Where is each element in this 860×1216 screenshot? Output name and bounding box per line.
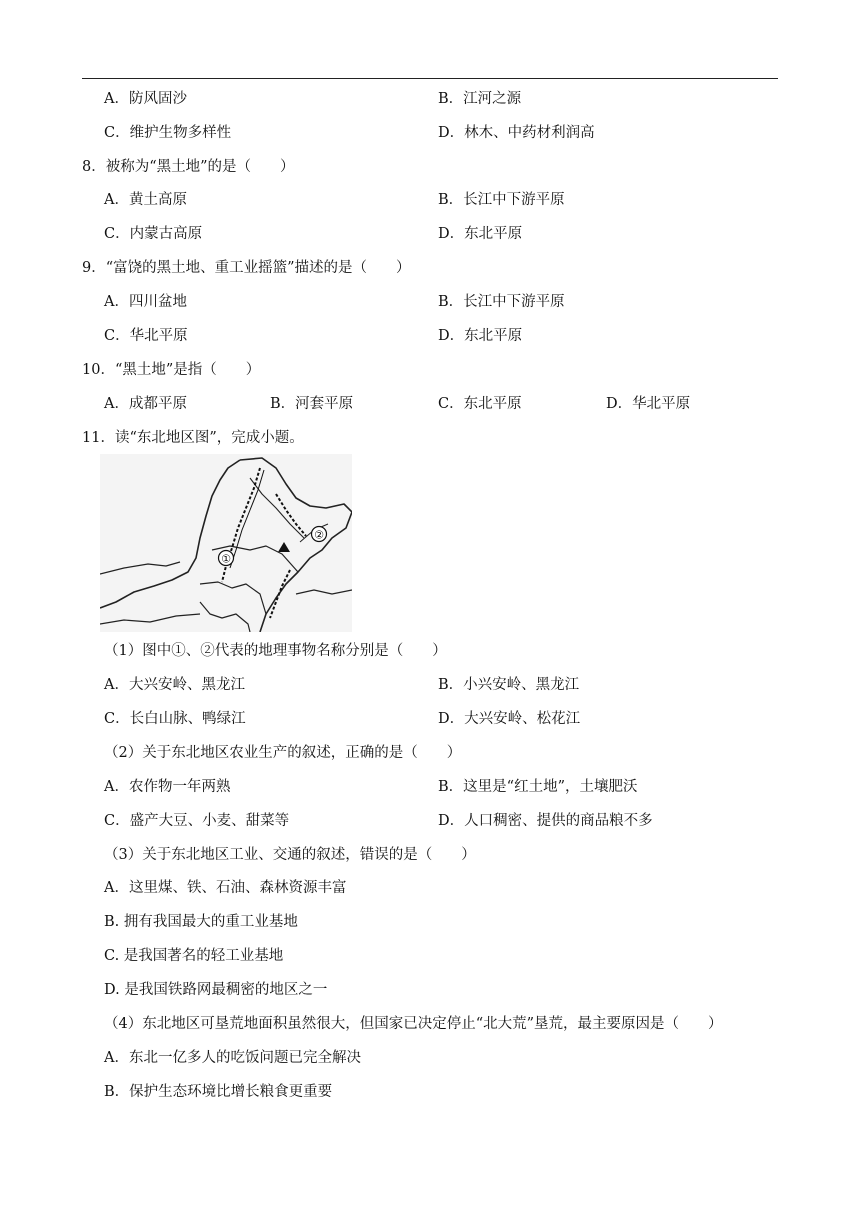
q9-option-c[interactable]: C．华北平原 (104, 328, 188, 344)
q10-stem: 10．“黑土地”是指（ ） (82, 362, 261, 378)
sub2-option-d[interactable]: D．人口稠密、提供的商品粮不多 (438, 813, 653, 829)
sub2-option-a[interactable]: A．农作物一年两熟 (104, 779, 231, 795)
northeast-china-map (100, 454, 352, 632)
q7-option-b[interactable]: B．江河之源 (438, 91, 522, 107)
q10-option-a[interactable]: A．成都平原 (104, 396, 187, 412)
q10-option-d[interactable]: D．华北平原 (606, 396, 691, 412)
q7-option-d[interactable]: D．林木、中药材利润高 (438, 125, 595, 141)
sub1-option-d[interactable]: D．大兴安岭、松花江 (438, 711, 581, 727)
sub2-stem: （2）关于东北地区农业生产的叙述，正确的是（ ） (104, 745, 462, 761)
q8-option-b[interactable]: B．长江中下游平原 (438, 192, 565, 208)
sub1-stem: （1）图中①、②代表的地理事物名称分别是（ ） (104, 643, 447, 659)
map-drawing (100, 454, 352, 632)
q9-option-a[interactable]: A．四川盆地 (104, 294, 187, 310)
sub4-option-b[interactable]: B．保护生态环境比增长粮食更重要 (104, 1084, 333, 1100)
q7-option-c[interactable]: C．维护生物多样性 (104, 125, 232, 141)
sub2-option-c[interactable]: C．盛产大豆、小麦、甜菜等 (104, 813, 290, 829)
sub3-option-c[interactable]: C. 是我国著名的轻工业基地 (104, 948, 284, 964)
sub1-option-b[interactable]: B．小兴安岭、黑龙江 (438, 677, 580, 693)
sub1-option-c[interactable]: C．长白山脉、鸭绿江 (104, 711, 246, 727)
q10-option-b[interactable]: B．河套平原 (270, 396, 354, 412)
sub3-option-b[interactable]: B. 拥有我国最大的重工业基地 (104, 914, 298, 930)
sub3-option-a[interactable]: A．这里煤、铁、石油、森林资源丰富 (104, 880, 347, 896)
q9-option-d[interactable]: D．东北平原 (438, 328, 523, 344)
q10-option-c[interactable]: C．东北平原 (438, 396, 522, 412)
sub2-option-b[interactable]: B．这里是“红土地”，土壤肥沃 (438, 779, 638, 795)
header-rule (82, 78, 778, 79)
q8-option-d[interactable]: D．东北平原 (438, 226, 523, 242)
sub4-option-a[interactable]: A．东北一亿多人的吃饭问题已完全解决 (104, 1050, 361, 1066)
map-marker-1: ① (221, 552, 231, 566)
q7-option-a[interactable]: A．防风固沙 (104, 91, 187, 107)
map-marker-2: ② (314, 528, 324, 542)
sub1-option-a[interactable]: A．大兴安岭、黑龙江 (104, 677, 245, 693)
q9-stem: 9．“富饶的黑土地、重工业摇篮”描述的是（ ） (82, 260, 411, 276)
q8-stem: 8．被称为“黑土地”的是（ ） (82, 159, 295, 175)
sub3-option-d[interactable]: D. 是我国铁路网最稠密的地区之一 (104, 982, 328, 998)
q9-option-b[interactable]: B．长江中下游平原 (438, 294, 565, 310)
q8-option-c[interactable]: C．内蒙古高原 (104, 226, 203, 242)
q11-stem: 11．读“东北地区图”，完成小题。 (82, 430, 304, 446)
q8-option-a[interactable]: A．黄土高原 (104, 192, 187, 208)
sub4-stem: （4）东北地区可垦荒地面积虽然很大，但国家已决定停止“北大荒”垦荒，最主要原因是（ ） (104, 1016, 723, 1032)
sub3-stem: （3）关于东北地区工业、交通的叙述，错误的是（ ） (104, 847, 476, 863)
